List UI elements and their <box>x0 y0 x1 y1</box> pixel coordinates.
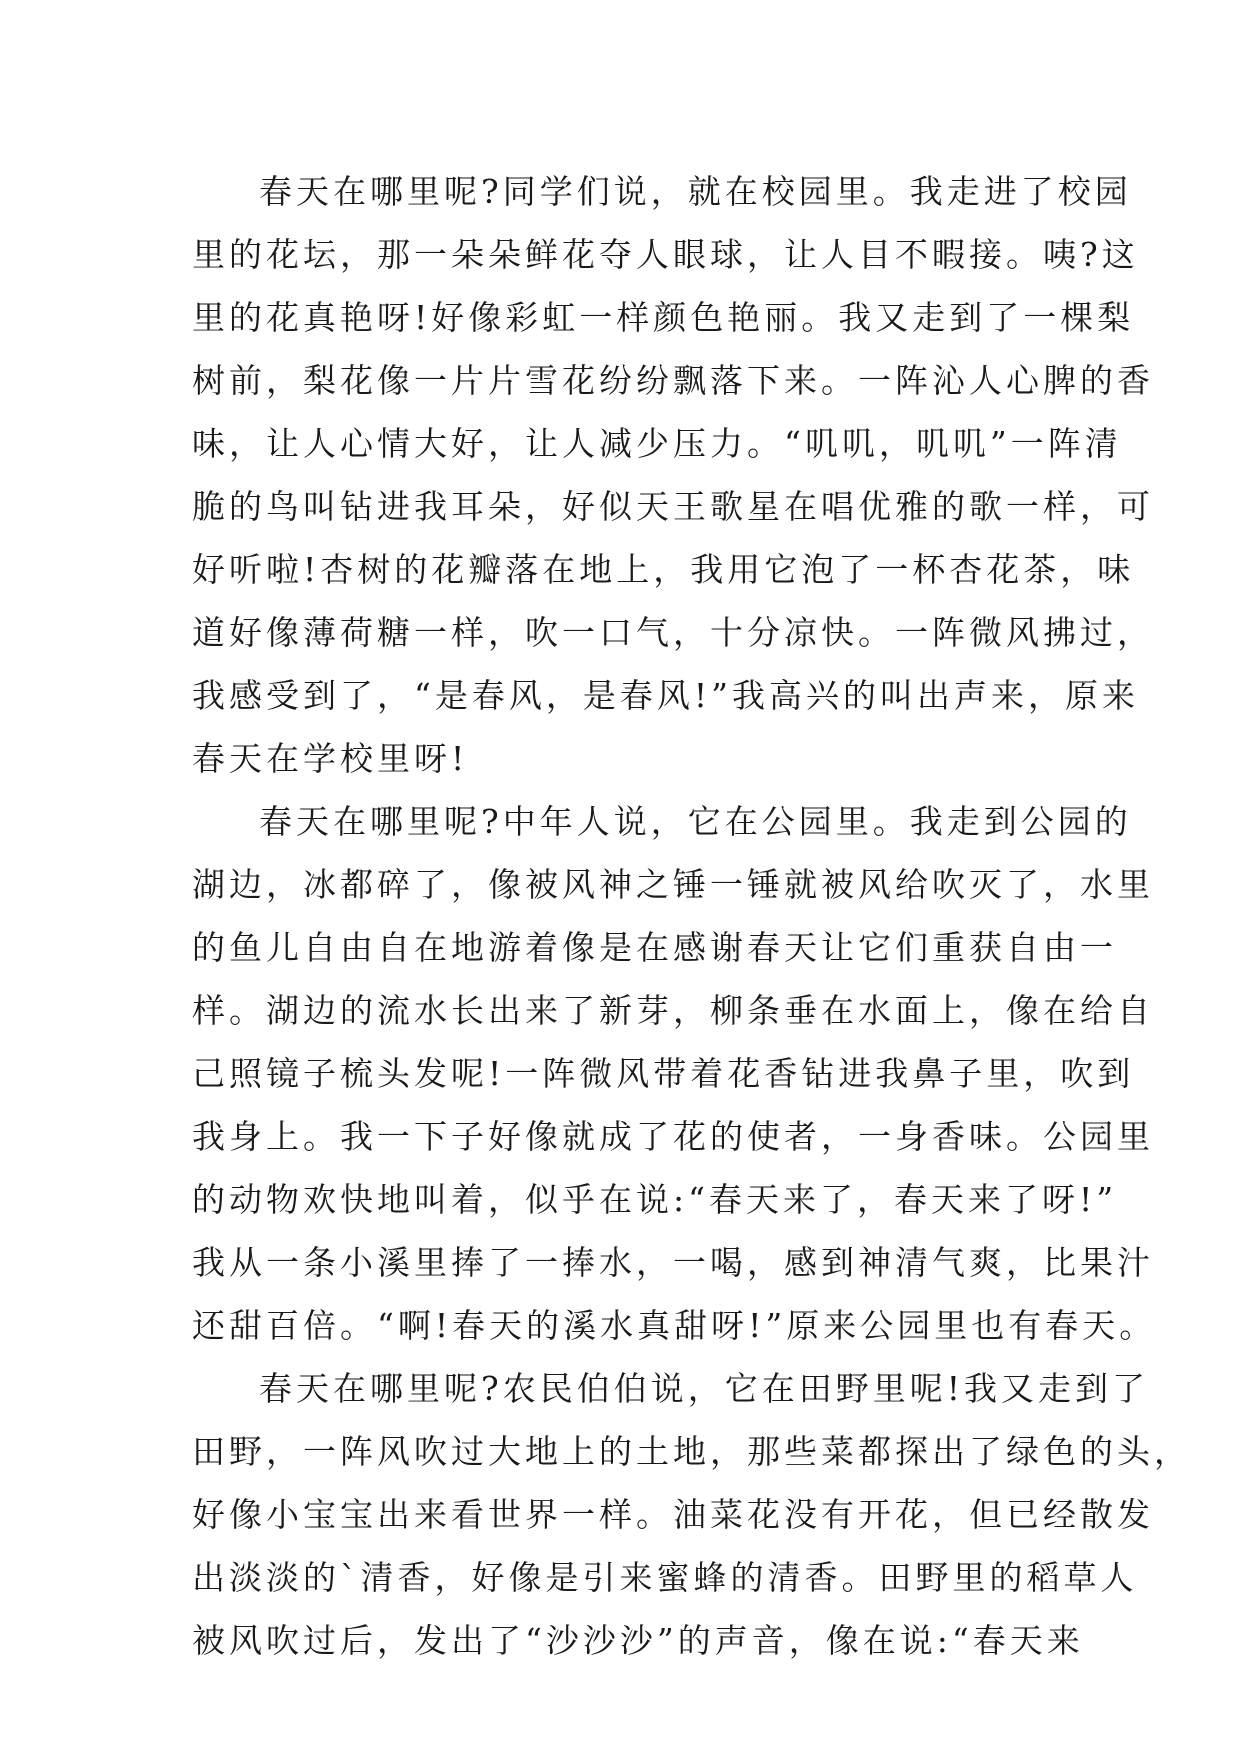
text-line: 好像小宝宝出来看世界一样。油菜花没有开花，但已经散发 <box>192 1495 1154 1534</box>
text-line: 春天在学校里呀! <box>192 739 469 778</box>
text-line: 树前，梨花像一片片雪花纷纷飘落下来。一阵沁人心脾的香 <box>192 361 1154 400</box>
text-line: 的动物欢快地叫着，似乎在说:“春天来了，春天来了呀!” <box>192 1180 1118 1219</box>
text-line: 脆的鸟叫钻进我耳朵，好似天王歌星在唱优雅的歌一样，可 <box>192 487 1154 526</box>
paragraph-school <box>192 160 1154 790</box>
text-line: 样。湖边的流水长出来了新芽，柳条垂在水面上，像在给自 <box>192 991 1154 1030</box>
text-line: 春天在哪里呢?同学们说，就在校园里。我走进了校园 <box>259 172 1132 211</box>
paragraph-park <box>192 790 1157 1357</box>
text-line: 还甜百倍。“啊!春天的溪水真甜呀!”原来公园里也有春天。 <box>192 1306 1157 1345</box>
essay-body <box>192 160 1191 1672</box>
text-line: 我从一条小溪里捧了一捧水，一喝，感到神清气爽，比果汁 <box>192 1243 1154 1282</box>
text-line: 里的花坛，那一朵朵鲜花夺人眼球，让人目不暇接。咦?这 <box>192 235 1139 274</box>
text-line: 道好像薄荷糖一样，吹一口气，十分凉快。一阵微风拂过， <box>192 613 1154 652</box>
text-line: 春天在哪里呢?中年人说，它在公园里。我走到公园的 <box>259 802 1132 841</box>
text-line: 的鱼儿自由自在地游着像是在感谢春天让它们重获自由一 <box>192 928 1117 967</box>
text-line: 好听啦!杏树的花瓣落在地上，我用它泡了一杯杏花茶，味 <box>192 550 1135 589</box>
text-line: 出淡淡的`清香，好像是引来蜜蜂的清香。田野里的稻草人 <box>192 1558 1138 1597</box>
text-line: 我感受到了，“是春风，是春风!”我高兴的叫出声来，原来 <box>192 676 1140 715</box>
text-line: 味，让人心情大好，让人减少压力。“叽叽，叽叽”一阵清 <box>192 424 1122 463</box>
text-line: 里的花真艳呀!好像彩虹一样颜色艳丽。我又走到了一棵梨 <box>192 298 1135 337</box>
paragraph-field <box>192 1357 1191 1672</box>
text-line: 春天在哪里呢?农民伯伯说，它在田野里呢!我又走到了 <box>259 1369 1149 1408</box>
text-line: 田野，一阵风吹过大地上的土地，那些菜都探出了绿色的头， <box>192 1432 1191 1471</box>
text-line: 被风吹过后，发出了“沙沙沙”的声音，像在说:“春天来 <box>192 1621 1084 1660</box>
text-line: 己照镜子梳头发呢!一阵微风带着花香钻进我鼻子里，吹到 <box>192 1054 1135 1093</box>
text-line: 湖边，冰都碎了，像被风神之锤一锤就被风给吹灭了，水里 <box>192 865 1154 904</box>
text-line: 我身上。我一下子好像就成了花的使者，一身香味。公园里 <box>192 1117 1154 1156</box>
